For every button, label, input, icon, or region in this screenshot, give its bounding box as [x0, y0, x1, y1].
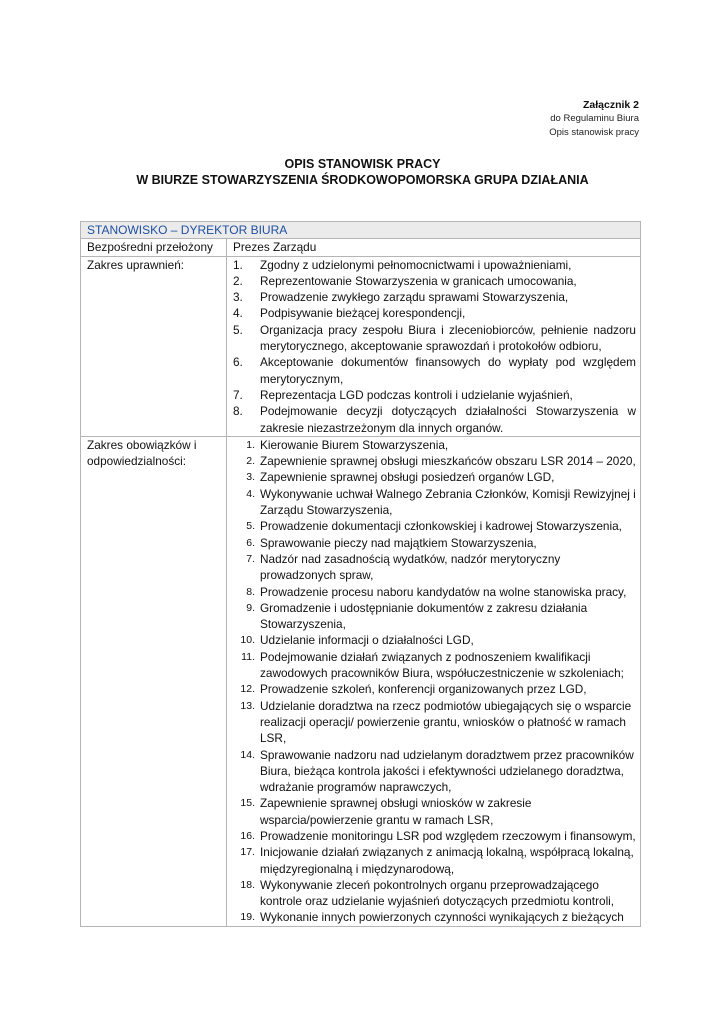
header-row	[81, 222, 641, 239]
duties-item-number: 8.	[246, 585, 255, 598]
duties-item-number: 19.	[240, 911, 255, 924]
duties-item-number: 3.	[246, 471, 255, 484]
duties-item	[233, 698, 636, 747]
powers-item-text: Podejmowanie decyzji dotyczących działalności Stowarzyszenia w zakresie niezastrzeżonym dla innych organów.	[260, 404, 636, 435]
duties-item-number: 14.	[240, 748, 255, 761]
duties-item-number: 18.	[240, 878, 255, 891]
powers-item-text: Prowadzenie zwykłego zarządu sprawami Stowarzyszenia,	[260, 290, 569, 305]
powers-item	[233, 403, 636, 436]
duties-item-number: 5.	[246, 520, 255, 533]
position-table	[80, 221, 641, 927]
powers-item	[233, 289, 636, 305]
supervisor-value: Prezes Zarządu	[227, 239, 641, 256]
duties-item	[233, 649, 636, 682]
duties-item	[233, 551, 636, 584]
duties-label-line2: odpowiedzialności:	[87, 454, 187, 469]
duties-item-text: Zapewnienie sprawnej obsługi wniosków w zakresie wsparcia/powierzenie grantu w ramach LSR,	[260, 796, 532, 827]
duties-item-text: Kierowanie Biurem Stowarzyszenia,	[260, 437, 449, 452]
duties-item-text: Zapewnienie sprawnej obsługi mieszkańców obszaru LSR 2014 – 2020,	[260, 454, 636, 469]
position-header: STANOWISKO – DYREKTOR BIURA	[81, 222, 641, 239]
duties-item-text: Sprawowanie pieczy nad majątkiem Stowarzyszenia,	[260, 535, 537, 550]
powers-item-number: 7.	[233, 387, 243, 402]
powers-item-number: 3.	[233, 290, 243, 305]
attachment-note	[549, 98, 639, 140]
duties-item	[233, 795, 636, 828]
duties-item-text: Prowadzenie dokumentacji członkowskiej i kadrowej Stowarzyszenia,	[260, 519, 622, 534]
duties-item	[233, 518, 636, 534]
powers-item-text: Zgodny z udzielonymi pełnomocnictwami i upoważnieniami,	[260, 257, 572, 272]
powers-item	[233, 305, 636, 321]
powers-item	[233, 354, 636, 387]
supervisor-row	[81, 239, 641, 256]
duties-item-text: Nadzór nad zasadnością wydatków, nadzór merytoryczny prowadzonych spraw,	[260, 551, 561, 583]
duties-item	[233, 437, 636, 453]
powers-item-text: Reprezentowanie Stowarzyszenia w granicach umocowania,	[260, 273, 577, 288]
duties-label	[81, 436, 227, 926]
powers-item-text: Reprezentacja LGD podczas kontroli i udzielanie wyjaśnień,	[260, 387, 573, 402]
duties-item-text: Zapewnienie sprawnej obsługi posiedzeń organów LGD,	[260, 470, 555, 485]
duties-item-text: Sprawowanie nadzoru nad udzielanym doradztwem przez pracowników Biura, bieżąca kontrola jakości i efektywności udzielanego doradztwa, wdrażanie programów naprawczych,	[260, 747, 634, 795]
duties-item-number: 15.	[240, 797, 255, 810]
duties-item	[233, 486, 636, 519]
duties-item	[233, 584, 636, 600]
powers-item-number: 1.	[233, 257, 243, 272]
powers-item	[233, 257, 636, 273]
duties-item-text: Gromadzenie i udostępnianie dokumentów z zakresu działania Stowarzyszenia,	[260, 600, 588, 632]
duties-item	[233, 469, 636, 485]
duties-item	[233, 632, 636, 648]
attachment-regulation: do Regulaminu Biura	[550, 113, 639, 124]
duties-item-text: Wykonywanie zleceń pokontrolnych organu przeprowadzającego kontrole oraz udzielanie wyjaśnień dotyczących przedmiotu kontroli,	[260, 877, 615, 909]
powers-cell	[227, 256, 641, 436]
duties-item-text: Udzielanie doradztwa na rzecz podmiotów ubiegających się o wsparcie realizacji operacji/ powierzenie grantu, wniosków o płatność w ramach LSR,	[260, 698, 632, 746]
duties-item-number: 7.	[246, 552, 255, 565]
duties-item	[233, 600, 636, 633]
duties-item-number: 6.	[246, 536, 255, 549]
powers-item-number: 4.	[233, 306, 243, 321]
powers-item-text: Podpisywanie bieżącej korespondencji,	[260, 306, 466, 321]
powers-item-number: 2.	[233, 273, 243, 288]
duties-item-text: Wykonywanie uchwał Walnego Zebrania Członków, Komisji Rewizyjnej i Zarządu Stowarzyszenia,	[260, 486, 636, 518]
duties-row	[81, 436, 641, 926]
duties-item	[233, 844, 636, 877]
duties-item	[233, 909, 636, 925]
attachment-number: Załącznik 2	[582, 99, 639, 111]
supervisor-label: Bezpośredni przełożony	[81, 239, 227, 256]
powers-list	[233, 257, 636, 436]
duties-item-text: Wykonanie innych powierzonych czynności wynikających z bieżących	[260, 910, 624, 925]
duties-label-line1: Zakres obowiązków i	[87, 437, 197, 452]
duties-item-number: 17.	[240, 846, 255, 859]
duties-item-number: 13.	[240, 699, 255, 712]
powers-item	[233, 273, 636, 289]
duties-item	[233, 535, 636, 551]
duties-item-text: Podejmowanie działań związanych z podnoszeniem kwalifikacji zawodowych pracowników Biura, współuczestniczenie w szkoleniach;	[260, 649, 624, 681]
duties-item	[233, 681, 636, 697]
duties-item-number: 11.	[241, 650, 255, 663]
duties-list	[233, 437, 636, 926]
duties-item-number: 4.	[246, 487, 255, 500]
duties-item	[233, 747, 636, 796]
duties-item-number: 9.	[246, 601, 255, 614]
attachment-subject: Opis stanowisk pracy	[549, 127, 639, 138]
powers-item	[233, 322, 636, 355]
powers-item-text: Organizacja pracy zespołu Biura i zleceniobiorców, pełnienie nadzoru merytorycznego, akceptowanie sprawozdań i protokołów odbioru,	[260, 322, 636, 354]
duties-item-number: 1.	[246, 438, 255, 451]
duties-item-text: Prowadzenie szkoleń, konferencji organizowanych przez LGD,	[260, 682, 587, 697]
duties-item-text: Inicjowanie działań związanych z animacją lokalną, współpracą lokalną, międzyregionalną i międzynarodową,	[260, 845, 634, 876]
powers-label: Zakres uprawnień:	[81, 256, 227, 436]
duties-item	[233, 828, 636, 844]
duties-item-number: 16.	[240, 829, 255, 842]
duties-item	[233, 453, 636, 469]
powers-row	[81, 256, 641, 436]
document-subtitle: W BIURZE STOWARZYSZENIA ŚRODKOWOPOMORSKA GRUPA DZIAŁANIA	[136, 173, 589, 187]
powers-item-number: 6.	[233, 355, 243, 370]
duties-item-number: 2.	[246, 455, 255, 468]
duties-item-number: 10.	[240, 634, 255, 647]
powers-item-number: 8.	[233, 404, 243, 419]
duties-item-text: Prowadzenie monitoringu LSR pod względem rzeczowym i finansowym,	[260, 828, 636, 843]
duties-item-text: Udzielanie informacji o działalności LGD,	[260, 633, 474, 648]
duties-item-text: Prowadzenie procesu naboru kandydatów na wolne stanowiska pracy,	[260, 584, 627, 599]
duties-cell	[227, 436, 641, 926]
duties-item	[233, 877, 636, 910]
powers-item	[233, 387, 636, 403]
powers-item-text: Akceptowanie dokumentów finansowych do wypłaty pod względem merytorycznym,	[260, 355, 636, 386]
document-title: OPIS STANOWISK PRACY	[284, 157, 441, 171]
duties-item-number: 12.	[240, 683, 255, 696]
powers-item-number: 5.	[233, 322, 243, 337]
